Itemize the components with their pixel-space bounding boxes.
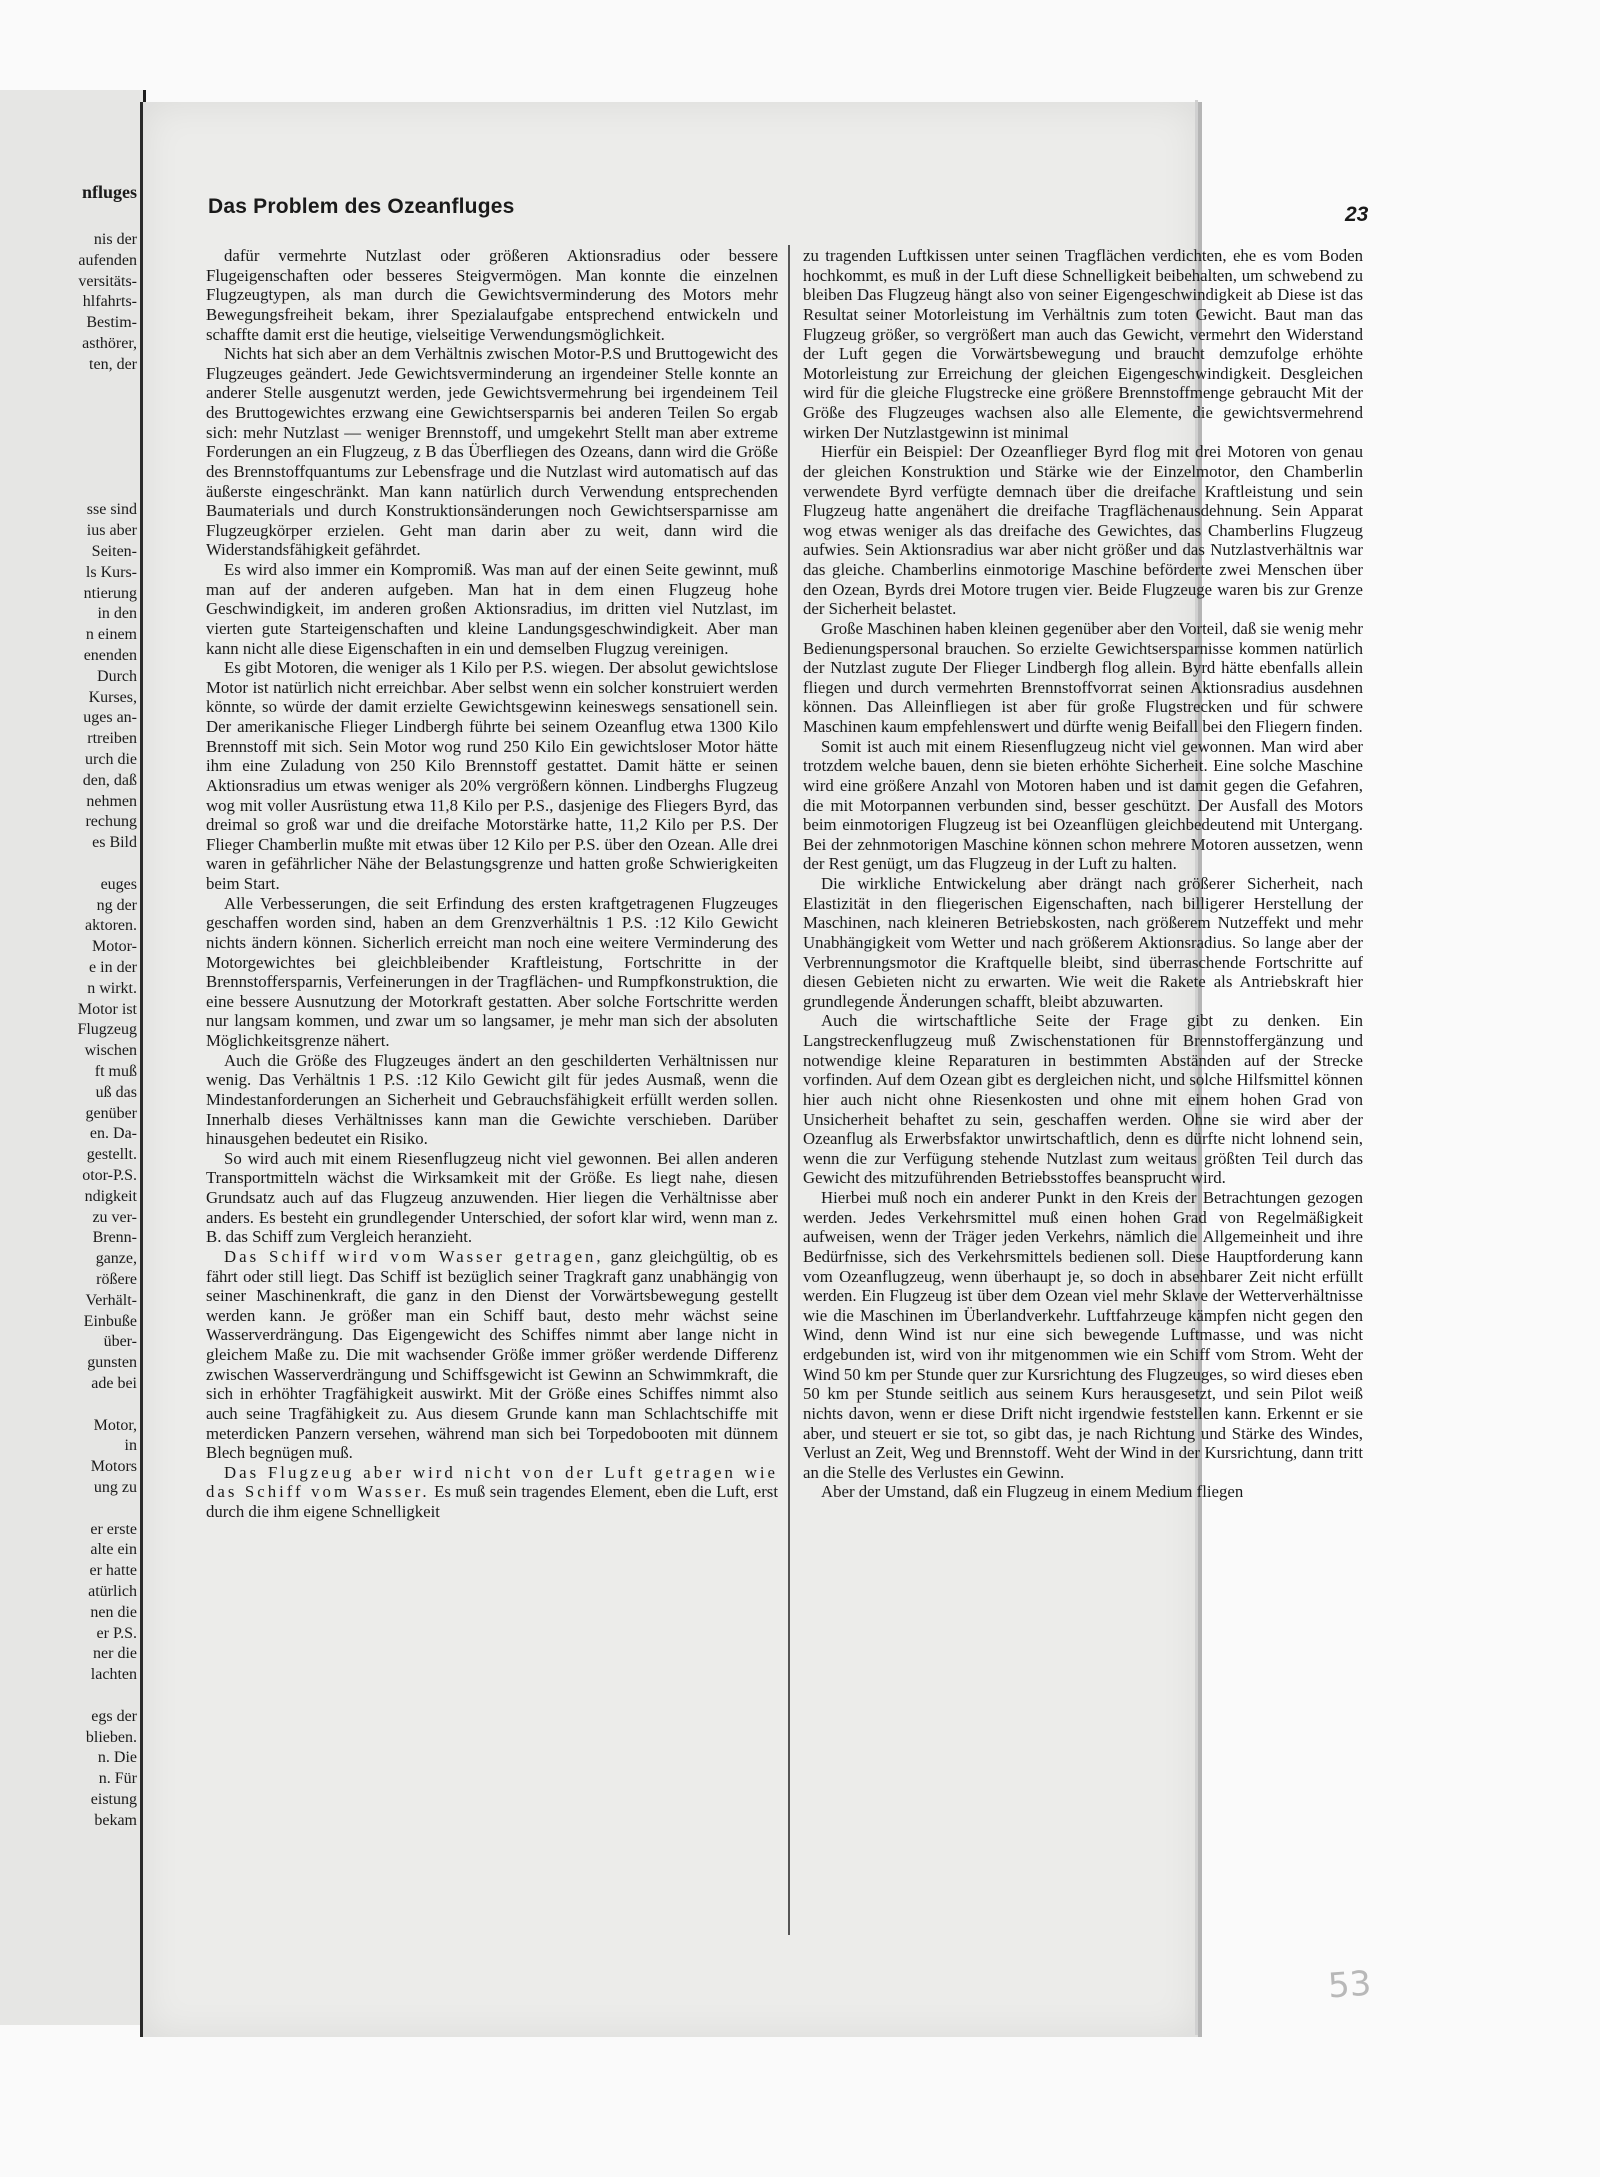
pencil-mark: 53 (1326, 1963, 1373, 2007)
left-page-line: Durch (97, 667, 137, 685)
left-page-line: n. Für (98, 1770, 137, 1788)
paragraph-text: Hierbei muß noch ein anderer Punkt in den Kreis der Betrachtungen gezogen werden. Jedes Verkehrsmittel muß einen hohen Grad von Regelmäßigkeit aufweisen, wenn der Träger jeden Verkehrs, nämlich die Allgemeinheit und ihre Bedürfnisse, sich des Verkehrsmittels bedienen soll. Diese Hauptforderung kann vom Ozeanflugzeug, wenn überhaupt je, so doch in absehbarer Zeit nicht erfüllt werden. Ein Flugzeug ist über dem Ozean viel mehr Sklave der Wetterverhältnisse wie die Maschinen im Überlandverkehr. Luftfahrzeuge kämpfen nicht gegen den Wind, denn Wind ist nur eine sich bewegende Luftmasse, und was nicht erdgebunden ist, wird von ihr mitgenommen wie ein Schiff vom Strom. Weht der Wind 50 km per Stunde quer zur Kursrichtung des Flugzeuges, so wird dieses eben 50 km per Stunde seitlich aus seinem Kurs herausgesetzt, und sein Pilot weiß nichts davon, wenn er diese Drift nicht irgendwie feststellen kann. Erkennt er sie aber, und steuert er sie tot, so gibt das, je nach Richtung und Stärke des Windes, Verlust an Zeit, Weg und Brennstoff. Weht der Wind in der Kursrichtung, dann tritt an die Stelle des Verlustes ein Gewinn. (803, 1188, 1363, 1482)
left-page-line: aufenden (78, 251, 137, 269)
paragraph (803, 874, 1363, 1011)
left-page-line: ndigkeit (84, 1187, 137, 1205)
left-page-line: Kurses, (88, 688, 137, 706)
left-page-line: rechung (85, 813, 137, 831)
left-page-line: ung zu (93, 1479, 137, 1496)
paragraph (206, 1051, 778, 1149)
paragraph (803, 737, 1363, 874)
left-page-line: otor-P.S. (82, 1167, 137, 1184)
left-page-line: Motor, (93, 1416, 137, 1434)
left-page-line: blieben. (85, 1728, 137, 1746)
paragraph (206, 344, 778, 560)
paragraph-text: Es wird also immer ein Kompromiß. Was man auf der einen Seite gewinnt, muß man auf der anderen aufgeben. Man hat in dem einen Flugzeug hohe Geschwindigkeit, im anderen großen Aktionsradius, im dritten viel Nutzlast, im vierten gute Starteigenschaften und kleine Landungsgeschwindigkeit. Aber man kann nicht alle diese Eigenschaften in ein und demselben Flugzug vereinigen. (206, 560, 778, 658)
left-page-line: alte ein (90, 1541, 137, 1559)
paragraph (206, 1463, 778, 1522)
left-page-line: Verhält- (85, 1291, 137, 1309)
left-page-line: ganze, (95, 1250, 137, 1268)
paragraph-text: Es muß sein tragendes Element, eben die Luft, erst durch die ihm eigene Schnelligkeit (206, 1482, 778, 1521)
paragraph (803, 1188, 1363, 1482)
left-column (206, 246, 778, 1522)
page-number: 23 (1345, 203, 1369, 226)
left-page-line: genüber (85, 1104, 137, 1122)
left-page-line: er erste (90, 1520, 137, 1538)
left-page-line: gestellt. (86, 1146, 137, 1164)
paragraph (206, 246, 778, 344)
paragraph-text: ganz gleichgültig, ob es fährt oder still liegt. Das Schiff ist bezüglich seiner Tragkraft ganz unabhängig von seiner Maschinenkraft, die ganz in den Dienst der Vorwärtsbewegung gestellt werden kann. Je größer man ein Schiff baut, desto mehr wächst seine Wasserverdrängung. Das Eigengewicht des Schiffes nimmt aber lange nicht in gleichem Maße zu. Die mit wachsender Größe immer größer werdende Differenz zwischen Wasserverdrängung und Schiffsgewicht ist Gewinn an Schwimmkraft, die sich in erhöhter Tragfähigkeit auswirkt. Mit der Größe eines Schiffes nimmt also auch seine Tragfähigkeit zu. Aus diesem Grunde kann man Schlachtschiffe mit meterdicken Panzern versehen, während man sich bei Torpedobooten mit dünnem Blech begnügen muß. (206, 1246, 779, 1463)
left-page-line: Motor- (91, 938, 137, 956)
paragraph-text: Hierfür ein Beispiel: Der Ozeanflieger Byrd flog mit drei Motoren von genau der gleichen Konstruktion und Stärke wie der Einzelmotor, den Chamberlin verwendete Byrd verfügte demnach über die dreifache Kraftleistung und sein Flugzeug hatte angenähert die dreifache Tragflächenausdehnung. Sein Apparat wog etwas weniger als das dreifache des Gewichtes, das Chamberlins Flugzeug aufwies. Sein Aktionsradius war aber nicht größer und das Nutzlastverhältnis war das gleiche. Chamberlins einmotorige Maschine beförderte zwei Menschen über den Ozean, Byrds drei Motore trugen vier. Beide Flugzeuge waren bis zur Grenze der Sicherheit belastet. (803, 442, 1363, 619)
left-page-line: aktoren. (85, 917, 137, 935)
paragraph-text: dafür vermehrte Nutzlast oder größeren Aktionsradius oder bessere Flugeigenschaften oder besseres Steigvermögen. Man konnte die einzelnen Flugzeugtypen, als man durch die Gewichtsverminderung des Motors mehr Bewegungsfreiheit bekam, ihrer Spezialaufgabe entsprechend entwickeln und schaffte damit erst die heutige, vielseitige Verwendungsmöglichkeit. (206, 246, 778, 344)
right-column (803, 246, 1363, 1502)
left-page-line: uß das (95, 1083, 137, 1101)
paragraph-text: Große Maschinen haben kleinen gegenüber aber den Vorteil, daß sie wenig mehr Bedienungspersonal brauchen. So erzielte Gewichtsersparnisse kommen natürlich der Nutzlast zugute Der Flieger Lindbergh flog allein. Byrd hätte ebenfalls allein fliegen und durch vermehrten Brennstoffvorrat seinen Aktionsradius ausdehnen können. Das Alleinfliegen ist aber für große Flugstrecken und für schwere Maschinen kaum empfehlenswert und dürfte wenig Beifall bei den Fliegern finden. (803, 618, 1363, 736)
paragraph (206, 1247, 778, 1463)
left-page-line: lachten (90, 1666, 137, 1684)
left-page-line: Bestim- (86, 314, 137, 332)
left-page-line: in den (97, 605, 137, 623)
paragraph (803, 1482, 1363, 1502)
left-page-line: Brenn- (92, 1229, 137, 1247)
left-page-line: ius aber (86, 522, 137, 540)
paragraph-text: So wird auch mit einem Riesenflugzeug nicht viel gewonnen. Bei allen anderen Transportmitteln wächst die Wirksamkeit mit der Größe. Es liegt nahe, diesen Grundsatz auch auf das Flugzeug anzuwenden. Hier liegen die Verhältnisse aber anders. Es besteht ein grundlegender Unterschied, der sofort klar wird, wenn man z. B. das Schiff zum Vergleich heranzieht. (206, 1148, 778, 1247)
left-page-line: er hatte (89, 1562, 137, 1580)
left-page-line: n einem (85, 626, 137, 644)
spaced-emphasis: Das Flugzeug aber wird nicht von der Luft getragen wie das Schiff vom Wasser. (206, 1462, 778, 1502)
left-page-line: sse sind (86, 501, 137, 519)
left-page-line: hlfahrts- (82, 293, 137, 311)
paragraph (206, 894, 778, 1051)
paragraph-text: Auch die Größe des Flugzeuges ändert an den geschilderten Verhältnissen nur wenig. Das Verhältnis 1 P.S. :12 Kilo Gewicht gilt für jedes Ausmaß, wenn die Mindestanforderungen an Sicherheit und Gebrauchsfähigkeit erfüllt werden sollen. Innerhalb dieses Verhältnisses kann man die Gewichte verschieben. Darüber hinausgehen bedeutet ein Risiko. (206, 1050, 778, 1149)
left-page-line: en. Da- (89, 1125, 137, 1143)
left-page-line: nis der (93, 231, 137, 248)
left-page-line: nen die (90, 1603, 137, 1621)
left-page-line: ng der (96, 896, 137, 914)
left-page-line: urch die (85, 751, 137, 768)
column-divider (788, 245, 790, 1935)
left-page-line: Seiten- (91, 543, 137, 560)
left-page-line: in (124, 1437, 137, 1455)
paragraph-text: Auch die wirtschaftliche Seite der Frage gibt zu denken. Ein Langstreckenflugzeug muß Zwischenstationen für Brennstoffergänzung und notwendige kleine Reparaturen in bestimmten Abständen auf der Strecke vorfinden. Auf dem Ozean gibt es dergleichen nicht, und solche Hilfsmittel können hier auch nicht ohne Riesenkosten und ohne mit einem hohen Grad von Unsicherheit behaftet zu sein, geschaffen werden. Ohne sie wird aber der Ozeanflug als Erwerbsfaktor unwirtschaftlich, denn es dürfte nicht lohnend sein, wenn die zur Verfügung stehende Nutzlast zum weitaus größten Teil durch das Gewicht des mitzuführenden Betriebsstoffes beansprucht wird. (803, 1011, 1363, 1188)
left-page-line: rtreiben (87, 730, 137, 748)
left-page-line: ls Kurs- (85, 563, 137, 581)
left-page-line: gunsten (87, 1354, 137, 1372)
left-page-line: eistung (90, 1791, 137, 1808)
left-page-line: über- (103, 1333, 137, 1351)
left-page-line: ade bei (91, 1375, 137, 1392)
running-head: Das Problem des Ozeanfluges (208, 195, 515, 218)
left-page-line: ft muß (94, 1063, 137, 1080)
paragraph (803, 1011, 1363, 1188)
paragraph-text: Es gibt Motoren, die weniger als 1 Kilo per P.S. wiegen. Der absolut gewichtslose Motor ist natürlich nicht erreichbar. Aber selbst wenn ein solcher konstruiert werden könnte, so würde der damit erzielte Gewichtsgewinn keineswegs sensationell sein. Der amerikanische Flieger Lindbergh führte bei seinem Ozeanflug etwa 1300 Kilo Brennstoff mit sich. Sein Motor wog rund 250 Kilo Ein gewichtsloser Motor hätte ihm eine Zuladung von 250 Kilo Brennstoff gestattet. Damit hätte er seinen Aktionsradius um etwas weniger als 20% vergrößern können. Lindberghs Flugzeug wog mit voller Ausrüstung etwa 11,8 Kilo per P.S., dasjenige des Fliegers Byrd, das dreimal so groß war und die dreifache Motorstärke hatte, 11,2 Kilo per P.S. Der Flieger Chamberlin mußte mit etwas über 12 Kilo per P.S. über den Ozean. Alle drei waren in gefährlicher Nähe der Belastungsgrenze und hatten große Schwierigkeiten beim Start. (206, 658, 778, 893)
left-page-fragment (0, 90, 146, 2025)
left-page-line: uges an- (83, 709, 137, 727)
paragraph-text: Aber der Umstand, daß ein Flugzeug in einem Medium fliegen (821, 1482, 1244, 1502)
paragraph (803, 619, 1363, 737)
left-page-line: den, daß (82, 771, 137, 789)
left-page-line: nehmen (86, 792, 137, 810)
left-page-line: rößere (96, 1271, 137, 1288)
left-page-line: es Bild (92, 834, 137, 852)
left-page-line: e in der (89, 959, 137, 976)
paragraph-text: Alle Verbesserungen, die seit Erfindung des ersten kraftgetragenen Flugzeuges geschaffen worden sind, haben an dem Grenzverhältnis 1 P.S. :12 Kilo Gewicht nichts ändern können. Sicherlich erreicht man noch eine weitere Verminderung des Motorgewichtes bei gleichbleibender Kraftleistung, Fortschritte in der Brennstoffersparnis, Verfeinerungen in der Tragflächen- und Rumpfkonstruktion, die eine bessere Ausnutzung der Motorkraft gestatten. Aber solche Fortschritte werden nur langsam kommen, und zwar um so langsamer, je mehr man sich der absoluten Möglichkeitsgrenze nähert. (206, 893, 778, 1050)
left-page-line: versitäts- (78, 272, 137, 290)
left-page-line: er P.S. (96, 1624, 137, 1642)
left-page-line: euges (100, 875, 137, 893)
paragraph-text: zu tragenden Luftkissen unter seinen Tragflächen verdichten, ehe es vom Boden hochkommt, es muß in der Luft diese Schnelligkeit beibehalten, um schwebend zu bleiben Das Flugzeug hängt also von seiner Eigengeschwindigkeit ab Diese ist das Resultat seiner Motorleistung im Verhältnis zum toten Gewicht. Baut man das Flugzeug größer, so vergrößert man auch das Gewicht, vermehrt den Widerstand der Luft gegen die Vorwärtsbewegung und braucht demzufolge erhöhte Motorleistung zur Erreichung der gleichen Eigengeschwindigkeit. Desgleichen wird für die gleiche Flugstrecke eine größere Brennstoffmenge gebraucht Mit der Größe des Flugzeuges wachsen also alle Elemente, die gewichtsvermehrend wirken Der Nutzlastgewinn ist minimal (803, 246, 1363, 442)
left-page-line: n wirkt. (87, 979, 137, 997)
paragraph-text: Die wirkliche Entwickelung aber drängt nach größerer Sicherheit, nach Elastizität in den fliegerischen Eigenschaften, nach billigerer Herstellung der Maschinen, nach kleineren Betriebskosten, nach größerem Nutzeffekt und mehr Unabhängigkeit vom Wetter und nach größerem Aktionsradius. So lange aber der Verbrennungsmotor die Kraftquelle bleibt, sind überraschende Fortschritte auf diesen Gebieten nicht zu erwarten. Wie weit die Rakete als Antriebskraft hier grundlegende Änderungen schafft, bleibt abzuwarten. (803, 874, 1363, 1011)
left-page-line: enenden (83, 647, 137, 664)
paragraph (206, 658, 778, 894)
spaced-emphasis: Das Schiff wird vom Wasser getragen, (224, 1246, 604, 1266)
left-page-line: atürlich (88, 1583, 137, 1600)
left-page-line: bekam (94, 1811, 137, 1829)
paragraph (206, 1149, 778, 1247)
left-page-line: ner die (93, 1645, 137, 1663)
paragraph-text: Somit ist auch mit einem Riesenflugzeug nicht viel gewonnen. Man wird aber trotzdem welche bauen, denn sie bieten erhöhte Sicherheit. Eine solche Maschine wird eine größere Anzahl von Motoren haben und ist damit gegen die Gefahren, die mit Motorpannen verbunden sind, besser geschützt. Der Ausfall des Motors beim einmotorigen Flugzeug ist bei Ozeanflügen gleichbedeutend mit Untergang. Bei der zehnmotorigen Maschine können schon mehrere Motoren aussetzen, wenn der Rest genügt, um das Flugzeug in der Luft zu halten. (803, 736, 1363, 874)
left-page-line: wischen (84, 1042, 137, 1060)
left-page-line: asthörer, (82, 335, 137, 352)
paragraph (206, 560, 778, 658)
paragraph (803, 246, 1363, 442)
paragraph (803, 442, 1363, 619)
left-page-line: Motors (90, 1458, 137, 1476)
left-page-line: n. Die (97, 1749, 137, 1767)
left-page-line: egs der (91, 1707, 137, 1725)
left-page-title: nfluges (81, 182, 137, 202)
left-page-line: Einbuße (83, 1312, 137, 1330)
left-page-line: zu ver- (92, 1208, 137, 1226)
left-page-line: Flugzeug (77, 1021, 137, 1039)
paragraph-text: Nichts hat sich aber an dem Verhältnis zwischen Motor-P.S und Bruttogewicht des Flugzeuges geändert. Jede Gewichtsverminderung an irgendeiner Stelle konnte an anderer Stelle ausgenutzt werden, jede Gewichtsvermehrung bei irgendeinem Teil des Bruttogewichtes erzwang eine Gewichtsersparnis bei anderen Teilen So ergab sich: mehr Nutzlast — weniger Brennstoff, und umgekehrt Stellt man aber extreme Forderungen an ein Flugzeug, z B das Überfliegen des Ozeans, dann wird die Größe des Brennstoffquantums zur Lebensfrage und die Nutzlast wird automatisch auf das äußerste eingeschränkt. Man kann natürlich durch Verwendung entsprechenden Baumaterials und durch Konstruktionsänderungen noch Gewichtsersparnisse am Flugzeugkörper erzielen. Geht man darin aber zu weit, dann wird die Widerstandsfähigkeit gefährdet. (206, 344, 778, 560)
left-page-line: Motor ist (77, 1000, 137, 1018)
left-page-line: ntierung (83, 584, 137, 602)
left-page-line: ten, der (89, 355, 137, 373)
